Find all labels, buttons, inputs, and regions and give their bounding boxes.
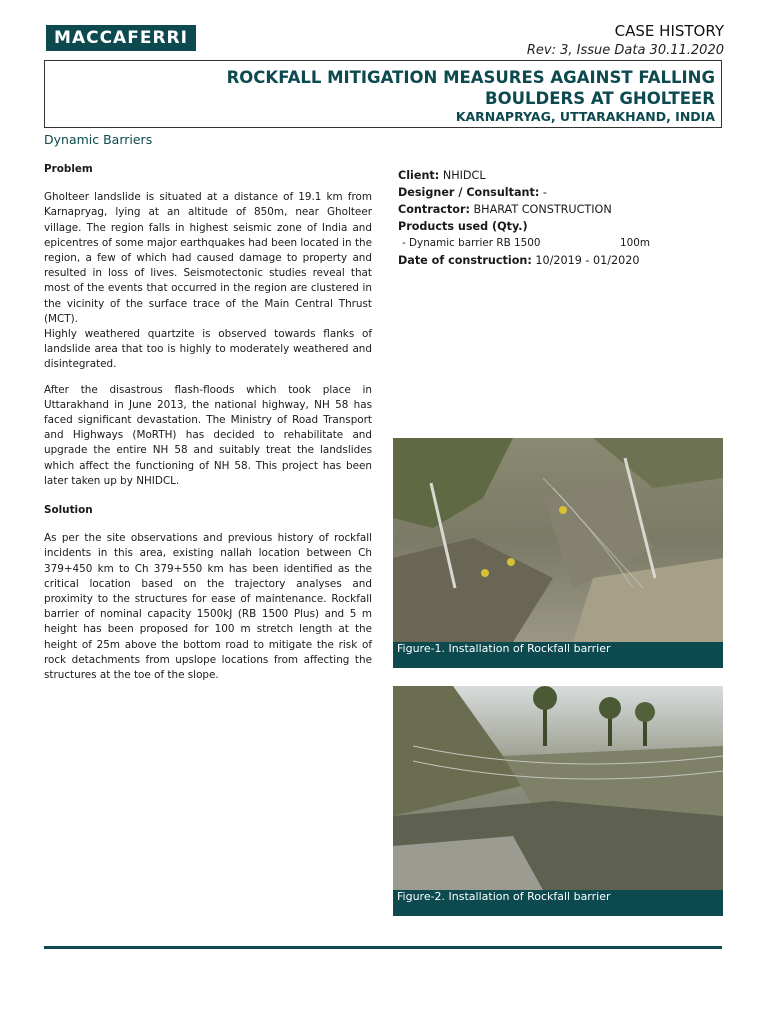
- product-row: [398, 235, 722, 252]
- product-name: - Dynamic barrier RB 1500: [402, 237, 541, 249]
- figure-1-caption: Figure-1. Installation of Rockfall barrier: [397, 642, 611, 655]
- date-row: [398, 252, 722, 269]
- page-title: [75, 67, 715, 109]
- problem-heading: Problem: [44, 163, 93, 175]
- contractor-value: BHARAT CONSTRUCTION: [473, 203, 612, 216]
- problem-paragraph-2: Highly weathered quartzite is observed towards flanks of landslide area that too is highly to moderately weathered and disintegrated.: [44, 328, 372, 371]
- figure-1-photo: [393, 438, 723, 642]
- figure-1: [393, 438, 723, 668]
- title-box: [44, 60, 722, 128]
- date-value: 10/2019 - 01/2020: [535, 254, 640, 267]
- problem-paragraph-3: After the disastrous flash-floods which took place in Uttarakhand in June 2013, the national highway, NH 58 has faced significant devastation. The Ministry of Road Transport and Highways (MoRTH) has decided to rehabilitate and upgrade the entire NH 58 and suitably treat the landslides which affect the functioning of NH 58. This project has been later taken up by NHIDCL.: [44, 383, 372, 487]
- figure-2: [393, 686, 723, 916]
- project-info: [398, 167, 722, 269]
- title-line-2: BOULDERS AT GHOLTEER: [485, 89, 715, 108]
- solution-heading: Solution: [44, 504, 93, 517]
- contractor-label: Contractor:: [398, 203, 470, 216]
- product-qty: 100m: [620, 237, 650, 249]
- figure-2-caption: Figure-2. Installation of Rockfall barrier: [397, 890, 611, 903]
- figure-2-photo: [393, 686, 723, 890]
- problem-paragraph-1: Gholteer landslide is situated at a distance of 19.1 km from Karnapryag, lying at an altitude of 850m, near Gholteer village. The region falls in highest seismic zone of India and epicentres of some major earthquakes had been located in the region, a few of which had caused damage to property and resulted in loss of lives. Seismotectonic studies reveal that most of the events that occurred in the region are clustered in the vicinity of the surface trace of the Main Central Thrust (MCT).: [44, 191, 372, 325]
- client-row: [398, 167, 722, 184]
- products-heading: Products used (Qty.): [398, 220, 528, 233]
- client-label: Client:: [398, 169, 440, 182]
- footer-rule: [44, 946, 722, 949]
- contractor-row: [398, 201, 722, 218]
- main-text-column: [44, 162, 372, 693]
- solution-paragraph: As per the site observations and previous history of rockfall incidents in this area, existing nallah location between Ch 379+450 km to Ch 379+550 km has been identified as the critical location based on the trajectory analyses and proximity to the structures for ease of maintenance. Rockfall barrier of nominal capacity 1500kJ (RB 1500 Plus) and 5 m height has been proposed for 100 m stretch length at the height of 25m above the bottom road to mitigate the risk of rock detachments from upslope locations from affecting the structures at the toe of the slope.: [44, 532, 372, 682]
- designer-value: -: [542, 186, 547, 199]
- designer-label: Designer / Consultant:: [398, 186, 540, 199]
- title-line-1: ROCKFALL MITIGATION MEASURES AGAINST FALLING: [226, 68, 715, 87]
- designer-row: [398, 184, 722, 201]
- section-label: Dynamic Barriers: [44, 132, 153, 147]
- date-label: Date of construction:: [398, 254, 532, 267]
- client-value: NHIDCL: [442, 169, 486, 182]
- doc-type: CASE HISTORY: [614, 22, 724, 40]
- revision-info: Rev: 3, Issue Data 30.11.2020: [526, 43, 724, 58]
- maccaferri-logo: MACCAFERRI: [46, 25, 196, 51]
- project-location: KARNAPRYAG, UTTARAKHAND, INDIA: [455, 109, 715, 124]
